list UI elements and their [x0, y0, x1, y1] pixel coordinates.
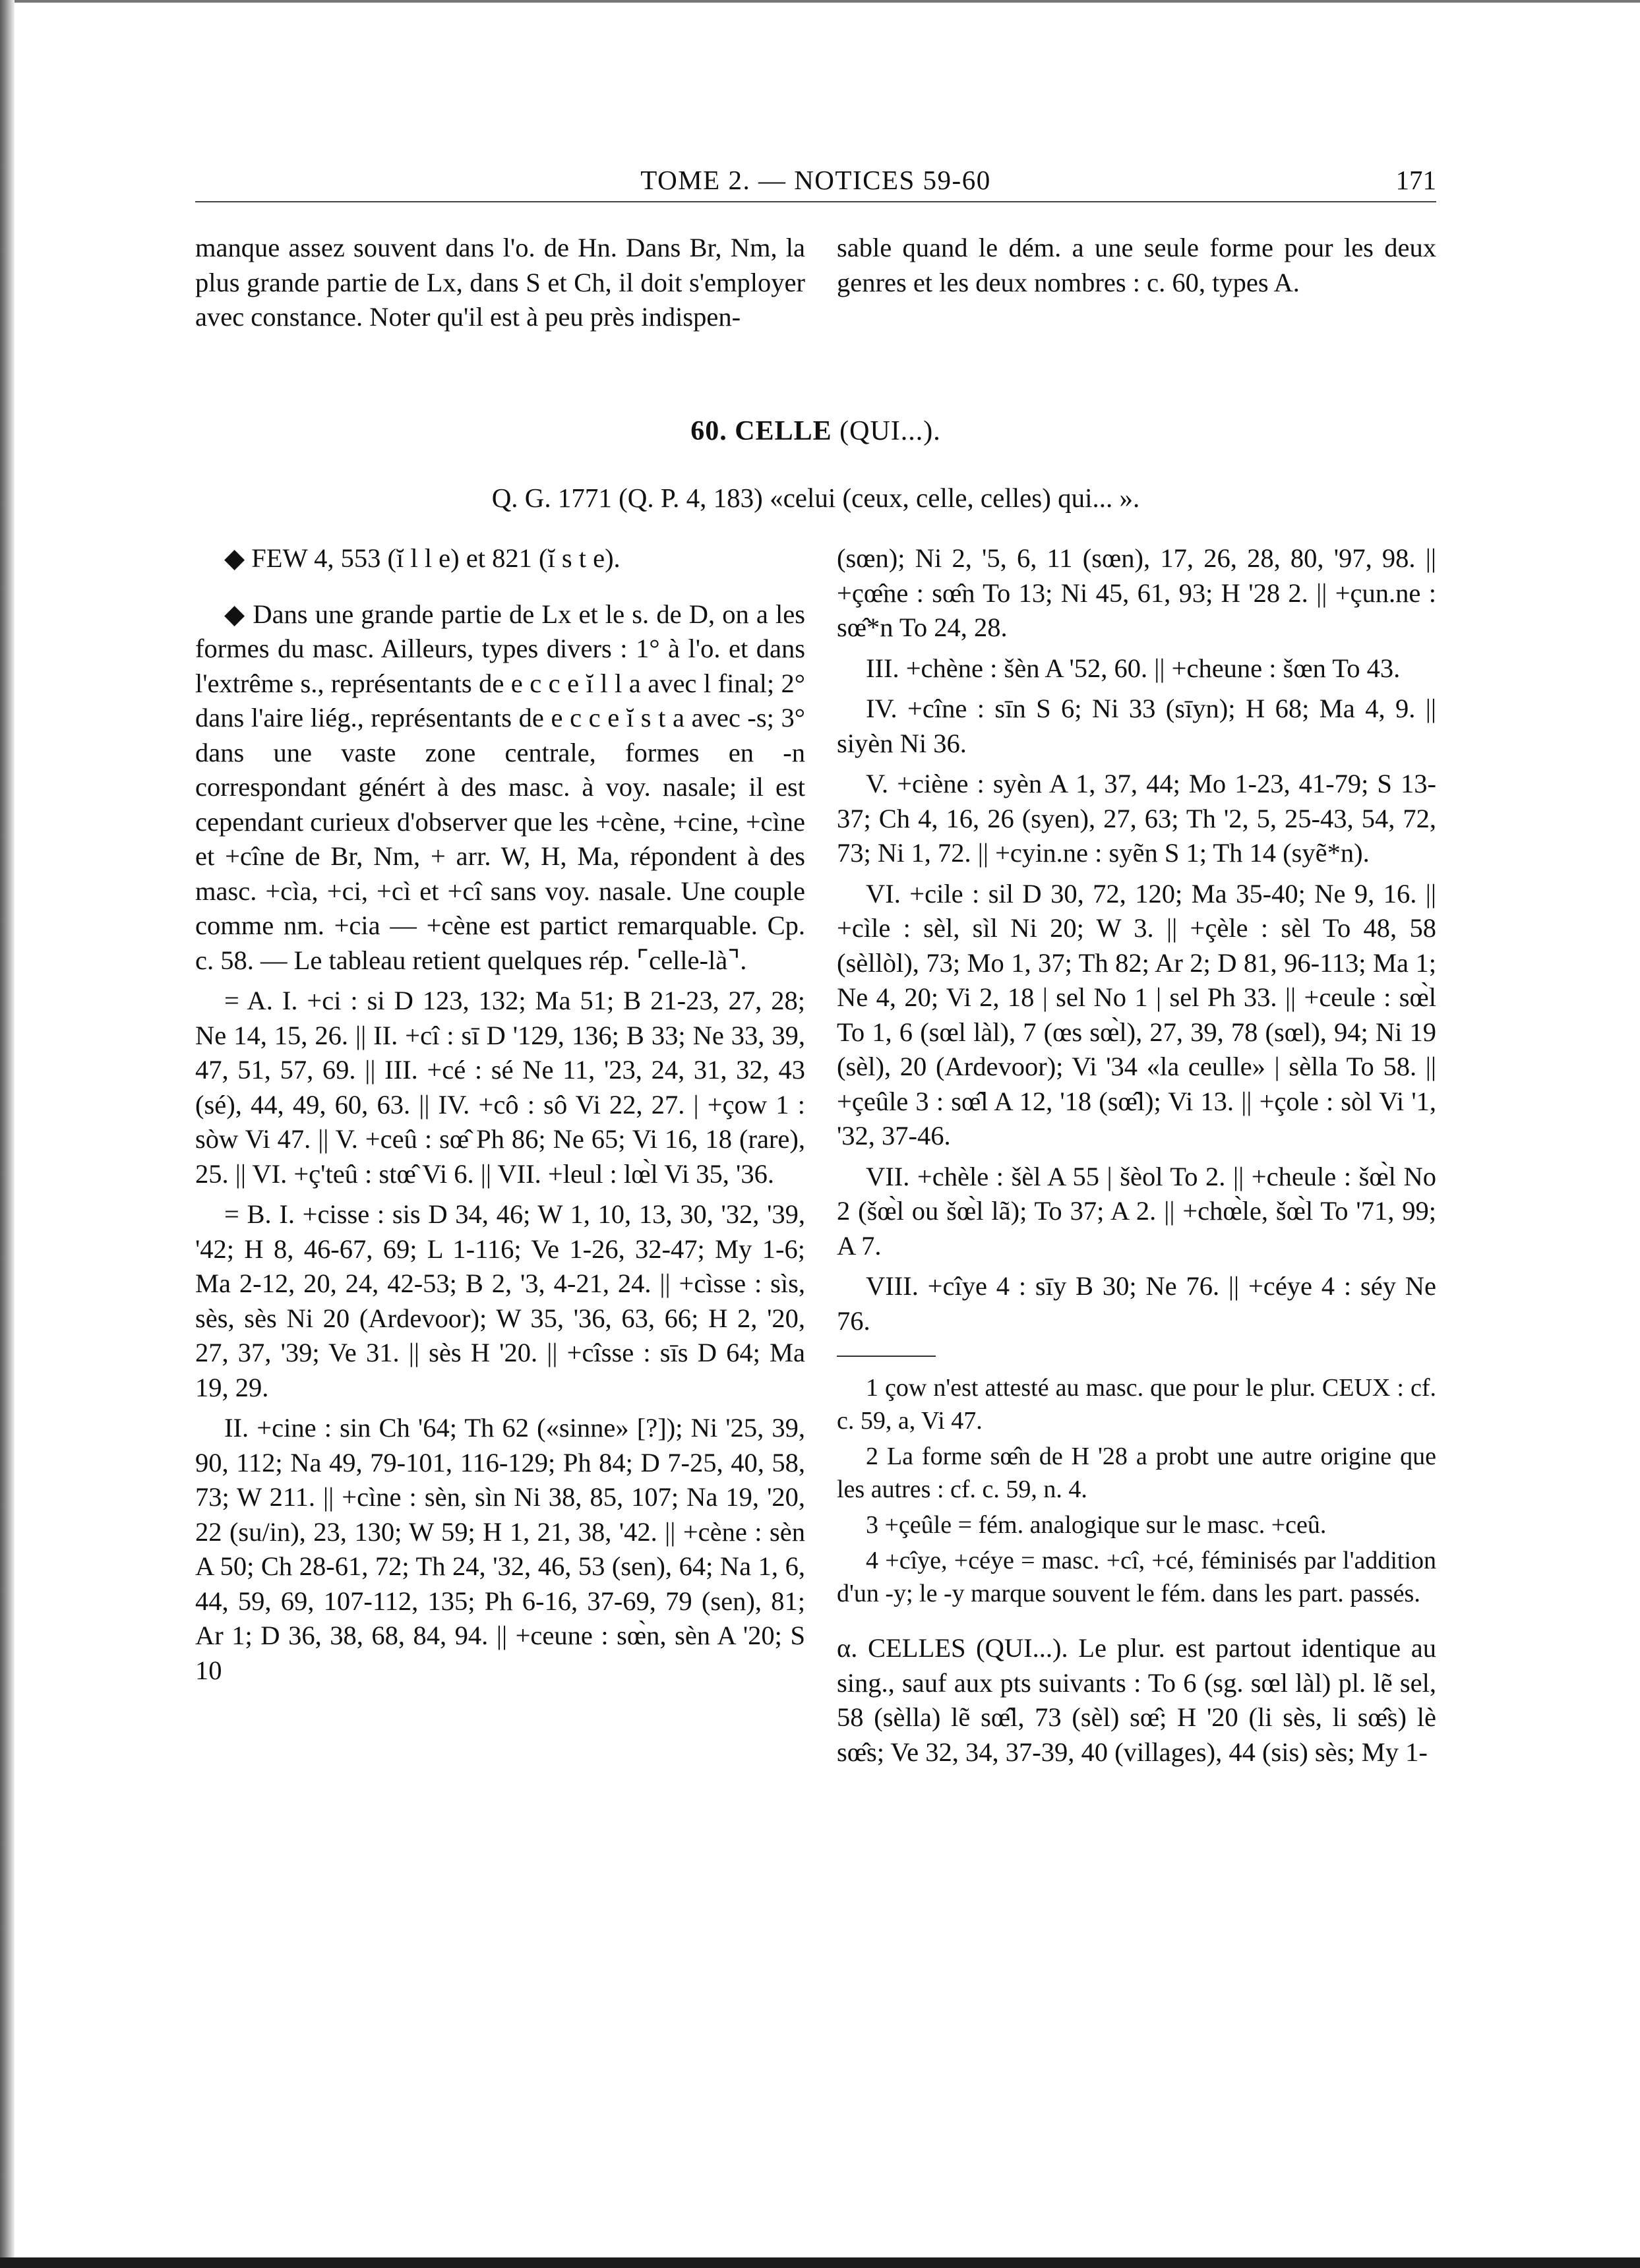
page-scan-shadow — [0, 0, 15, 2268]
commentary-paragraph: ◆ Dans une grande partie de Lx et le s. de D, on a les formes du masc. Ailleurs, types divers : 1° à l'o. et dans l'extrême s., représentants de e c c e ĭ l l a avec l final; 2° dans l'aire liég., représentants de e c c e ĭ s t a avec -s; 3° dans une vaste zone centrale, formes en -n correspondant génért à des masc. à voy. nasale; il est cependant curieux d'observer que les +cène, +cine, +cìne et +cîne de Br, Nm, + arr. W, H, Ma, répondent à des masc. +cìa, +ci, +cì et +cî sans voy. nasale. Une couple comme nm. +cia — +cène est partict remarquable. Cp. c. 58. — Le tableau retient quelques rép. ⌜celle-là⌝. — [195, 599, 805, 975]
page-header — [195, 162, 1436, 202]
page-bottom-edge — [0, 2257, 1640, 2268]
type-vii-paragraph: VII. +chèle : šèl A 55 | šèol To 2. || +cheule : šœ̀l No 2 (šœ̀l ou šœ̀l lã); To 37; A 2. || +chœ̀le, šœ̀l To '71, 99; A 7. — [837, 1161, 1436, 1261]
type-viii-paragraph: VIII. +cîye 4 : sīy B 30; Ne 76. || +céye 4 : séy Ne 76. — [837, 1271, 1436, 1336]
footnote: 1 çow n'est attesté au masc. que pour le plur. CEUX : cf. c. 59, a, Vi 47. — [837, 1374, 1436, 1435]
type-v-paragraph: V. +ciène : syèn A 1, 37, 44; Mo 1-23, 41-79; S 13-37; Ch 4, 16, 26 (syen), 27, 63; Th '2, 5, 25-43, 54, 72, 73; Ni 1, 72. || +cyin.ne : syẽn S 1; Th 14 (syẽ*n). — [837, 769, 1436, 868]
type-b-paragraph: = B. I. +cisse : sis D 34, 46; W 1, 10, 13, 30, '32, '39, '42; H 8, 46-67, 69; L 1-116; Ve 1-26, 32-47; My 1-6; Ma 2-12, 20, 24, 42-53; B 2, '3, 4-21, 24. || +cìsse : sìs, sès, sès Ni 20 (Ardevoor); W 35, '36, 63, 66; H 2, '20, 27, 37, '39; Ve 31. || sès H '20. || +cîsse : sīs D 64; Ma 19, 29. — [195, 1199, 805, 1402]
section-title-qui: (QUI...). — [839, 416, 941, 446]
main-left-column — [195, 541, 805, 1688]
footnote: 4 +cîye, +céye = masc. +cî, +cé, féminisés par l'addition d'un -y; le -y marque souvent le fém. dans les part. passés. — [837, 1547, 1436, 1607]
section-heading — [195, 415, 1436, 447]
running-head: TOME 2. — NOTICES 59-60 — [640, 165, 991, 195]
page-number: 171 — [1395, 165, 1436, 195]
continued-paragraph: (sœn); Ni 2, '5, 6, 11 (sœn), 17, 26, 28, 80, '97, 98. || +çœ̂ne : sœ̂n To 13; Ni 45, 61, 93; H '28 2. || +çun.ne : sœ̂*n To 24, 28. — [837, 543, 1436, 642]
alpha-paragraph: α. CELLES (QUI...). Le plur. est partout identique au sing., sauf aux pts suivants : To 6 (sg. sœl làl) pl. lẽ sel, 58 (sèlla) lẽ sœ̂l, 73 (sèl) sœ̂; H '20 (li sès, li sœ̂s) lè sœ̂s; Ve 32, 34, 37-39, 40 (villages), 44 (sis) sès; My 1- — [837, 1633, 1436, 1767]
continued-paragraph: sable quand le dém. a une seule forme pour les deux genres et les deux nombres : c. 60, types A. — [837, 233, 1436, 297]
footnote: 2 La forme sœ̂n de H '28 a probt une autre origine que les autres : cf. c. 59, n. 4. — [837, 1443, 1436, 1503]
type-a-paragraph: = A. I. +ci : si D 123, 132; Ma 51; B 21-23, 27, 28; Ne 14, 15, 26. || II. +cî : sī D '129, 136; B 33; Ne 33, 39, 47, 51, 57, 69. || III. +cé : sé Ne 11, '23, 24, 31, 32, 43 (sé), 44, 49, 60, 63. || IV. +cô : sô Vi 22, 27. | +çow 1 : sòw Vi 47. || V. +ceû : sœ̂ Ph 86; Ne 65; Vi 16, 18 (rare), 25. || VI. +ç'teû : stœ̂ Vi 6. || VII. +leul : lœ̀l Vi 35, '36. — [195, 986, 805, 1189]
main-right-column — [837, 541, 1436, 1770]
type-iii-paragraph: III. +chène : šèn A '52, 60. || +cheune : šœn To 43. — [866, 653, 1401, 683]
type-iv-paragraph: IV. +cîne : sīn S 6; Ni 33 (sīyn); H 68; Ma 4, 9. || siyèn Ni 36. — [837, 694, 1436, 758]
page-top-edge — [0, 0, 1640, 3]
section-subtitle: Q. G. 1771 (Q. P. 4, 183) «celui (ceux, celle, celles) qui... ». — [491, 483, 1140, 513]
continued-paragraph: manque assez souvent dans l'o. de Hn. Dans Br, Nm, la plus grande partie de Lx, dans S et Ch, il doit s'employer avec constance. Noter qu'il est à peu près indispen- — [195, 233, 805, 332]
section-title: 60. CELLE — [690, 416, 832, 446]
type-b-ii-paragraph: II. +cine : sin Ch '64; Th 62 («sinne» [?]); Ni '25, 39, 90, 112; Na 49, 79-101, 116-129; Ph 84; D 7-25, 40, 58, 73; W 211. || +cìne : sèn, sìn Ni 38, 85, 107; Na 19, '20, 22 (su/in), 23, 130; W 59; H 1, 21, 38, '42. || +cène : sèn A 50; Ch 28-61, 72; Th 24, '32, 46, 53 (sen), 64; Na 1, 6, 44, 59, 69, 107-112, 135; Ph 6-16, 37-69, 79 (sen), 81; Ar 1; D 36, 38, 68, 84, 94. || +ceune : sœ̀n, sèn A '20; S 10 — [195, 1413, 805, 1685]
top-left-column — [195, 231, 805, 335]
footnote-rule — [837, 1356, 936, 1357]
type-vi-paragraph: VI. +cile : sil D 30, 72, 120; Ma 35-40; Ne 9, 16. || +cìle : sèl, sìl Ni 20; W 3. || +çèle : sèl To 48, 58 (sèllòl), 73; Mo 1, 37; Th 82; Ar 2; D 81, 96-113; Ma 1; Ne 4, 20; Vi 2, 18 | sel No 1 | sel Ph 33. || +ceule : sœ̀l To 1, 6 (sœl làl), 7 (œs sœ̀l), 27, 39, 78 (sœl), 94; Ni 19 (sèl), 20 (Ardevoor); Vi '34 «la ceulle» | sèlla To 58. || +çeûle 3 : sœ̂l A 12, '18 (sœ̂l); Vi 13. || +çole : sòl Vi '1, '32, 37-46. — [837, 878, 1436, 1150]
etymology-paragraph: ◆ FEW 4, 553 (ĭ l l e) et 821 (ĭ s t e). — [224, 543, 621, 573]
top-right-column — [837, 231, 1436, 300]
footnote: 3 +çeûle = fém. analogique sur le masc. +ceû. — [866, 1511, 1327, 1539]
